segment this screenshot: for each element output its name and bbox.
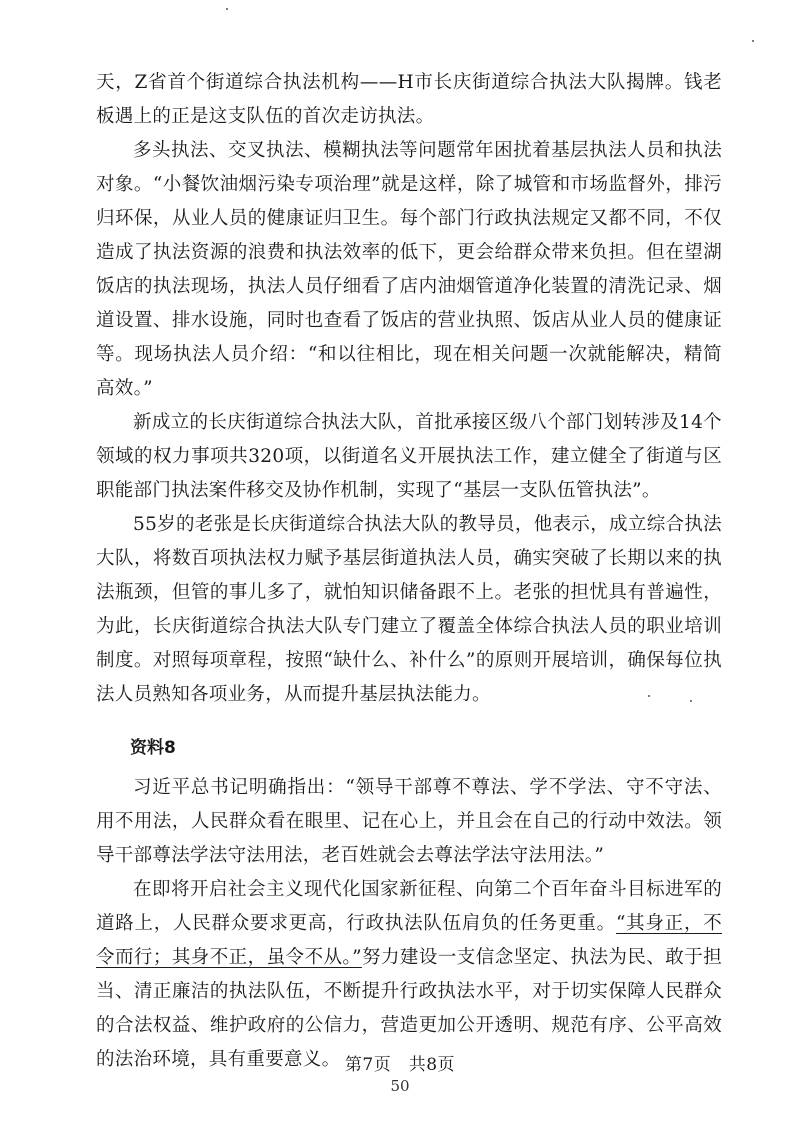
paragraph-continued: 天，Z省首个街道综合执法机构——H市长庆街道综合执法大队揭牌。钱老板遇上的正是这支队伍的首次走访执法。	[96, 72, 722, 127]
underlined-quote: “其身正，不令而行；其身不正，虽令不从。”	[96, 913, 722, 968]
page-info: 第7页 共8页	[344, 1055, 456, 1075]
scan-speck	[752, 40, 754, 42]
paragraph-text: 努力建设一支信念坚定、执法为民、敢于担当、清正廉洁的执法队伍，不断提升行政执法水平，对于切实保障人民群众的合法权益、维护政府的公信力，营造更加公开透明、规范有序、公平高效的法治环境，具有重要意义。	[96, 947, 723, 1070]
paragraph-text: 在即将开启社会主义现代化国家新征程、向第二个百年奋斗目标进军的道路上，人民群众要求更高，行政执法队伍肩负的任务更重。	[96, 879, 722, 934]
paragraph-lao-zhang: 55岁的老张是长庆街道综合执法大队的教导员，他表示，成立综合执法大队，将数百项执法权力赋予基层街道执法人员，确实突破了长期以来的执法瓶颈，但管的事儿多了，就怕知识储备跟不上。老张的担忧具有普遍性，为此，长庆街道综合执法大队专门建立了覆盖全体综合执法人员的职业培训制度。对照每项章程，按照“缺什么、补什么”的原则开展培训，确保每位执法人员熟知各项业务，从而提升基层执法能力。	[96, 514, 722, 705]
section-heading: 资料8	[130, 738, 176, 758]
paragraph-new-brigade: 新成立的长庆街道综合执法大队，首批承接区级八个部门划转涉及14个领域的权力事项共320项，以街道名义开展执法工作，建立健全了街道与区职能部门执法案件移交及协作机制，实现了“基层一支队伍管执法”。	[96, 412, 722, 501]
paragraph-quote-xi: 习近平总书记明确指出：“领导干部尊不尊法、学不学法、守不守法、用不用法，人民群众看在眼里、记在心上，并且会在自己的行动中效法。领导干部尊法学法守法用法，老百姓就会去尊法学法守法用法。”	[96, 777, 722, 866]
page-number: 50	[390, 1077, 410, 1095]
scan-speck	[226, 8, 228, 10]
paragraph-multi-enforcement: 多头执法、交叉执法、模糊执法等问题常年困扰着基层执法人员和执法对象。“小餐饮油烟污染专项治理”就是这样，除了城管和市场监督外，排污归环保，从业人员的健康证归卫生。每个部门行政执法规定又都不同，不仅造成了执法资源的浪费和执法效率的低下，更会给群众带来负担。但在望湖饭店的执法现场，执法人员仔细看了店内油烟管道净化装置的清洗记录、烟道设置、排水设施，同时也查看了饭店的营业执照、饭店从业人员的健康证等。现场执法人员介绍：“和以往相比，现在相关问题一次就能解决，精简高效。”	[96, 140, 722, 399]
document-body	[96, 66, 722, 1077]
paragraph-new-journey	[96, 873, 722, 1077]
